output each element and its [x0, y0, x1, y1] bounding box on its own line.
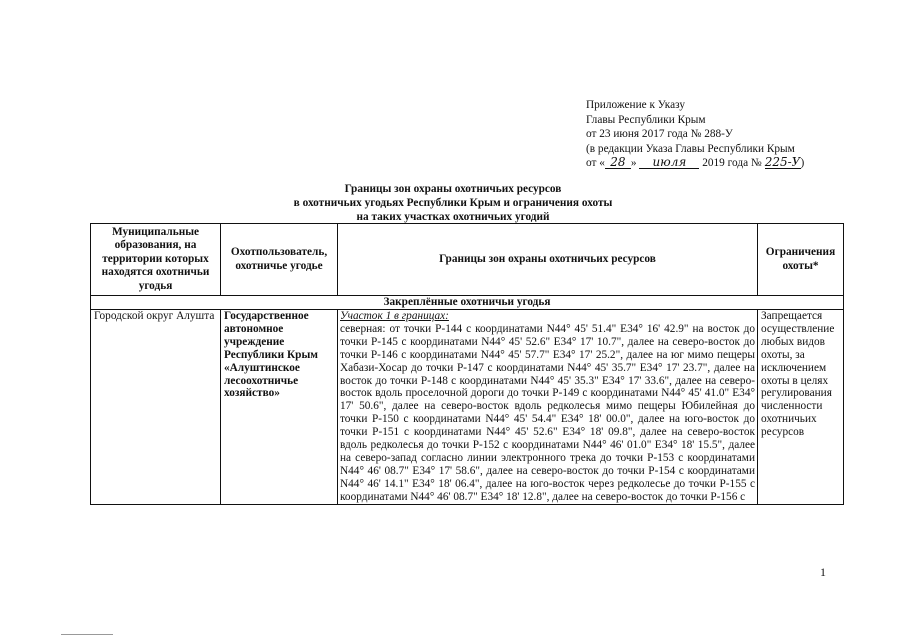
appendix-line-3: от 23 июня 2017 года № 288-У: [586, 128, 733, 141]
appendix-from: от «: [586, 157, 605, 170]
municipality-cell: Городской округ Алушта: [91, 310, 221, 505]
user-cell: Государственное автономное учреждение Республики Крым «Алуштинское лесоохотничье хозяйство»: [221, 310, 338, 505]
plot-heading: Участок 1 в границах:: [340, 310, 449, 322]
table-row: [91, 310, 844, 505]
handwritten-month: июля: [639, 156, 699, 169]
appendix-line-5: [586, 156, 804, 171]
handwritten-day: 28: [605, 156, 631, 169]
boundary-description: северная: от точки Р-144 с координатами N44° 45' 51.4" E34° 16' 42.9" на восток до точки Р-145 с координатами N44° 45' 52.6" E34° 17' 10.7", далее на северо-восток до точки Р-146 с координатами N44° 45' 57.7" E34° 17' 25.2", далее на юг мимо пещеры Хабази-Хосар до точки Р-147 с координатами N44° 45' 35.7" E34° 17' 23.7", далее на восток до точки Р-148 с координатами N44° 45' 35.3" E34° 17' 33.6", далее на северо-восток вдоль проселочной дороги до точки Р-149 с координатами N44° 45' 41.0" E34° 17' 50.6", далее на северо-восток вдоль редколесья мимо пещеры Юбилейная до точки Р-150 с координатами N44° 45' 54.4" E34° 18' 00.0", далее на юго-восток до точки Р-151 с координатами N44° 45' 52.6" E34° 18' 09.8", далее на северо-восток вдоль редколесья до точки Р-152 с координатами N44° 46' 01.0" E34° 18' 15.5", далее на северо-запад согласно линии электронного трека до точки Р-153 с координатами N44° 46' 08.7" E34° 17' 58.6", далее на северо-восток до точки Р-154 с координатами N44° 46' 14.1" E34° 18' 06.4", далее на юго-восток через редколесье до точки Р-155 с координатами N44° 46' 08.7" E34° 18' 12.8", далее на северо-восток до точки Р-156 с: [340, 322, 755, 503]
appendix-year: 2019 года №: [699, 157, 765, 170]
header-boundaries: Границы зон охраны охотничьих ресурсов: [338, 224, 758, 296]
title-line-2: в охотничьих угодьях Республики Крым и ограничения охоты: [293, 197, 613, 209]
handwritten-number: 225-У: [764, 155, 801, 170]
header-municipality: Муниципальные образования, на территории которых находятся охотничьи угодья: [91, 224, 221, 296]
header-restrictions: Ограничения охоты*: [758, 224, 844, 296]
boundary-cell: [338, 310, 758, 505]
appendix-block: [586, 98, 804, 171]
restriction-cell: Запрещается осуществление любых видов охоты, за исключением охоты в целях регулирования численности охотничьих ресурсов: [758, 310, 844, 505]
page-number: 1: [820, 565, 826, 579]
zones-table: [90, 223, 844, 505]
title-line-3: на таких участках охотничьих угодий: [356, 211, 550, 223]
header-row: [91, 224, 844, 296]
appendix-paren: ): [800, 157, 805, 170]
appendix-quote-close: »: [630, 157, 640, 170]
title-line-1: Границы зон охраны охотничьих ресурсов: [344, 183, 562, 195]
appendix-line-2: Главы Республики Крым: [586, 113, 706, 126]
section-title: Закреплённые охотничьи угодья: [91, 296, 844, 310]
footer-rule: [61, 634, 113, 635]
appendix-line-1: Приложение к Указу: [586, 99, 685, 111]
document-title: [90, 182, 816, 224]
section-row: [91, 296, 844, 310]
header-user: Охотпользователь, охотничье угодье: [221, 224, 338, 296]
appendix-line-4: (в редакции Указа Главы Республики Крым: [586, 142, 795, 155]
